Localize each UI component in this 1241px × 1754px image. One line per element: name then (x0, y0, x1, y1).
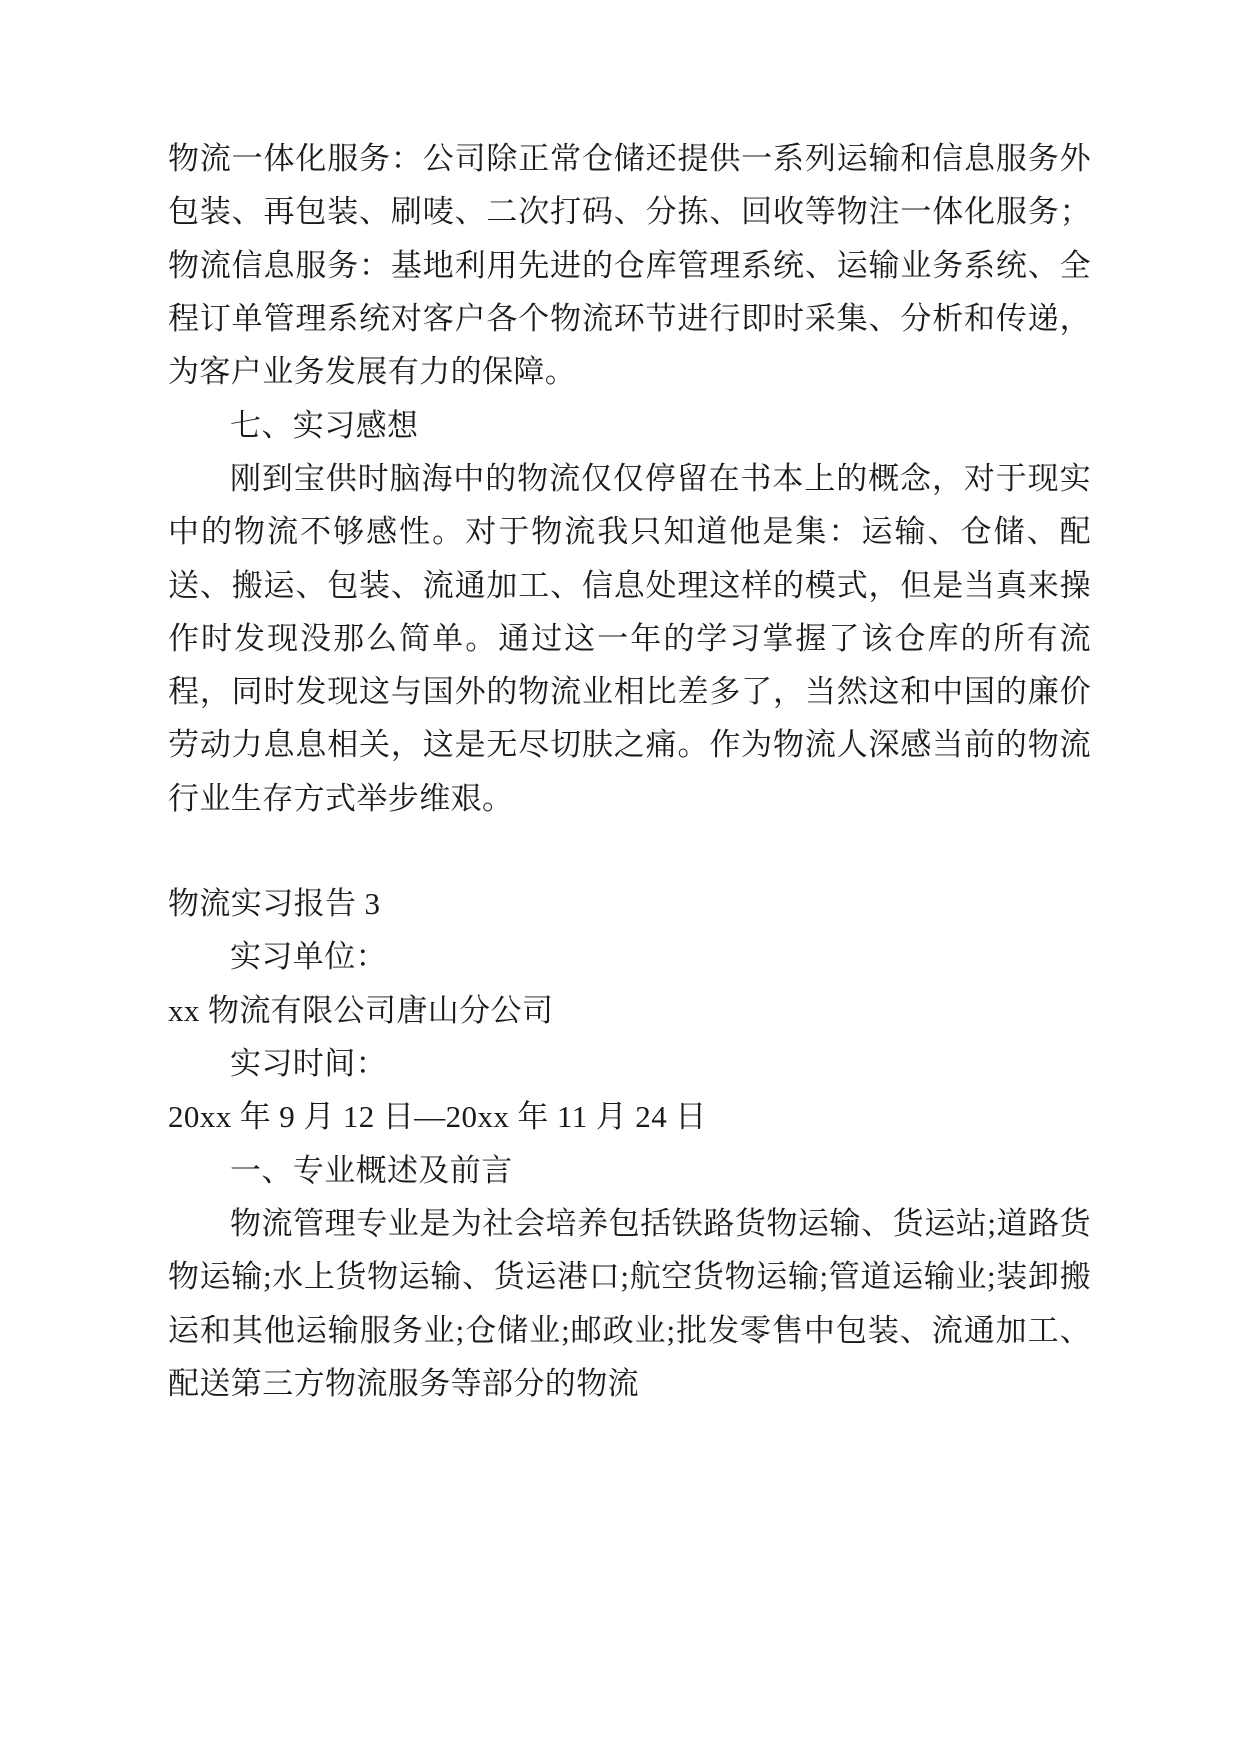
label-internship-time: 实习时间： (230, 1046, 387, 1081)
value-internship-time: 20xx 年 9 月 12 日—20xx 年 11 月 24 日 (168, 1099, 707, 1135)
paragraph-reflection: 刚到宝供时脑海中的物流仅仅停留在书本上的概念，对于现实中的物流不够感性。对于物流我只知道他是集：运输、仓储、配送、搬运、包装、流通加工、信息处理这样的模式，但是当真来操作时发现没那么简单。通过这一年的学习掌握了该仓库的所有流程，同时发现这与国外的物流业相比差多了，当然这和中国的廉价劳动力息息相关，这是无尽切肤之痛。作为物流人深感当前的物流行业生存方式举步维艰。 (168, 460, 1091, 816)
heading-section-one: 一、专业概述及前言 (230, 1152, 513, 1188)
label-internship-unit: 实习单位： (230, 939, 387, 975)
value-internship-unit: xx 物流有限公司唐山分公司 (168, 992, 554, 1028)
document-body (168, 132, 1091, 1410)
paragraph-major-overview: 物流管理专业是为社会培养包括铁路货物运输、货运站;道路货物运输;水上货物运输、货运港口;航空货物运输;管道运输业;装卸搬运和其他运输服务业;仓储业;邮政业;批发零售中包装、流通加工、配送第三方物流服务等部分的物流 (168, 1205, 1091, 1401)
paragraph-logistics-integration: 物流一体化服务：公司除正常仓储还提供一系列运输和信息服务外包装、再包装、刷唛、二次打码、分拣、回收等物注一体化服务；物流信息服务：基地利用先进的仓库管理系统、运输业务系统、全程订单管理系统对客户各个物流环节进行即时采集、分析和传递，为客户业务发展有力的保障。 (168, 141, 1091, 390)
heading-section-seven: 七、实习感想 (230, 407, 419, 443)
section-spacer (168, 825, 1091, 877)
title-logistics-report-3: 物流实习报告 3 (168, 886, 381, 922)
